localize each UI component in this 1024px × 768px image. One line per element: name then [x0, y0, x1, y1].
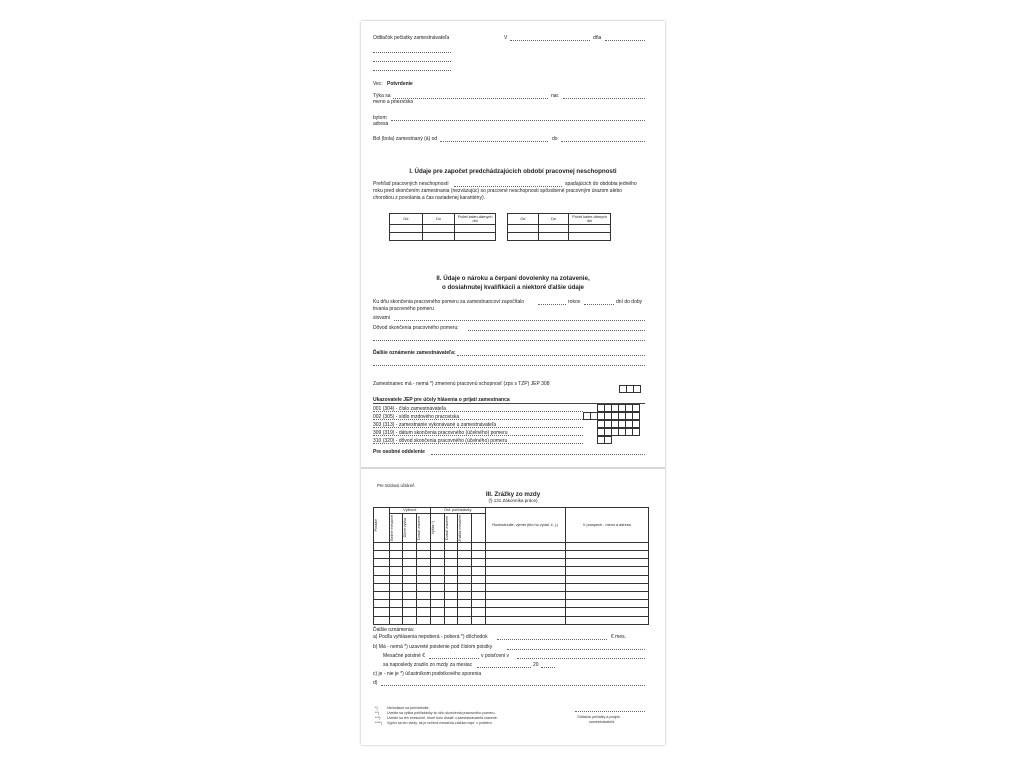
digit-box[interactable] [633, 429, 640, 436]
table-cell[interactable] [458, 600, 472, 608]
additional-notice-line-2[interactable] [373, 365, 645, 366]
table-cell[interactable] [458, 550, 472, 558]
signature-line[interactable] [575, 711, 645, 712]
table-cell[interactable] [458, 583, 472, 591]
jep-row-2: 002 (305) - sídlo mzdového pracoviska [373, 414, 460, 420]
table-cell[interactable] [417, 583, 431, 591]
jep-row-3: 303 (313) - zamestnanie vykonávané u zamestnávateľa [373, 422, 497, 428]
table-cell[interactable] [389, 550, 403, 558]
table-cell[interactable] [430, 591, 444, 599]
section-3-title: III. Zrážky zo mzdy [485, 491, 541, 498]
table-cell[interactable] [455, 225, 496, 233]
notice-b-insurer: v poisťovni v [481, 653, 509, 659]
footnote-1: Nehodiace sa prečiarknite. [387, 706, 430, 710]
table-cell[interactable] [485, 583, 565, 591]
table-cell[interactable] [389, 575, 403, 583]
table-cell[interactable] [389, 559, 403, 567]
table-cell[interactable] [422, 225, 455, 233]
col-order: Poradie [374, 508, 390, 543]
table-cell[interactable] [417, 575, 431, 583]
notice-b-year: 20 [533, 662, 539, 668]
name-field[interactable] [393, 98, 548, 99]
subject-value: Potvrdenie [387, 81, 413, 87]
digit-box[interactable] [633, 413, 640, 420]
digit-box[interactable] [619, 421, 626, 428]
digit-box[interactable] [612, 413, 619, 420]
col-monthly-deduction: Zrážka mesačne [458, 514, 472, 542]
years-field[interactable] [538, 304, 566, 305]
table-cell[interactable] [417, 608, 431, 616]
footnote-mark-1: *) [375, 706, 378, 710]
table-cell[interactable] [374, 583, 390, 591]
work-capacity-text: Zamestnanec má - nemá *) zmenenú pracovnú schopnosť (zps s TZP) JEP 308 [373, 381, 550, 387]
header-days: Počet kalen-dárnych dní [455, 214, 496, 225]
table-cell[interactable] [485, 567, 565, 575]
table-cell[interactable] [390, 233, 423, 241]
policy-number-field[interactable] [507, 649, 645, 650]
jep-digit-grid-4 [597, 428, 640, 436]
table-cell[interactable] [471, 542, 485, 550]
sick-overview-field[interactable] [454, 186, 562, 187]
days-field[interactable] [584, 304, 614, 305]
table-cell[interactable] [458, 542, 472, 550]
deductions-table [373, 507, 649, 625]
table-cell[interactable] [417, 616, 431, 624]
table-cell[interactable] [444, 616, 458, 624]
table-cell[interactable] [538, 233, 569, 241]
table-cell[interactable] [403, 542, 417, 550]
table-cell[interactable] [485, 600, 565, 608]
digit-box[interactable] [598, 405, 605, 412]
table-cell[interactable] [565, 600, 648, 608]
table-cell[interactable] [565, 583, 648, 591]
table-cell[interactable] [389, 583, 403, 591]
table-cell[interactable] [444, 583, 458, 591]
table-cell[interactable] [565, 550, 648, 558]
table-cell[interactable] [422, 233, 455, 241]
table-cell[interactable] [565, 591, 648, 599]
table-cell[interactable] [565, 608, 648, 616]
date-field[interactable] [605, 40, 645, 41]
concerns-label: Týka sa [373, 93, 391, 99]
digit-box[interactable] [605, 437, 612, 444]
digit-box[interactable] [619, 429, 626, 436]
table-cell[interactable] [565, 616, 648, 624]
jep-digit-grid-5 [597, 436, 612, 444]
additional-notice-label: Ďalšie oznámenie zamestnávateľa: [373, 350, 456, 356]
digit-box[interactable] [605, 421, 612, 428]
digit-box[interactable] [633, 421, 640, 428]
stamp-line-3 [373, 70, 451, 71]
table-cell[interactable] [374, 600, 390, 608]
notice-c: c) je - nie je *) účastníkom podnikového sporenia [373, 671, 482, 677]
digit-box[interactable] [634, 386, 641, 393]
table-cell[interactable] [417, 542, 431, 550]
digit-box[interactable] [598, 413, 605, 420]
year-field[interactable] [541, 667, 555, 668]
table-cell[interactable] [455, 233, 496, 241]
table-cell[interactable] [430, 575, 444, 583]
table-cell[interactable] [485, 608, 565, 616]
jep-digit-grid-2 [583, 412, 640, 420]
digit-box[interactable] [626, 405, 633, 412]
in-words-label: slovami [373, 315, 390, 321]
col-deducted-2: Dosiaľ zrazené [444, 514, 458, 542]
leave-line-1a: Ku dňu skončenia pracovného pomeru sa zamestnancovi započítalo [373, 299, 525, 305]
table-cell[interactable] [403, 559, 417, 567]
section-2-title-line-2: o dosiahnutej kvalifikácii a niektoré ďalšie údaje [442, 284, 584, 291]
table-cell[interactable] [471, 600, 485, 608]
address-field[interactable] [391, 120, 645, 121]
table-cell[interactable] [417, 550, 431, 558]
table-cell[interactable] [374, 608, 390, 616]
table-cell[interactable] [403, 608, 417, 616]
digit-box[interactable] [605, 429, 612, 436]
digit-box[interactable] [626, 421, 633, 428]
table-cell[interactable] [417, 567, 431, 575]
footnote-mark-4: ****) [375, 721, 382, 725]
table-cell[interactable] [444, 542, 458, 550]
last-month-field[interactable] [477, 667, 531, 668]
table-cell[interactable] [565, 567, 648, 575]
group-alimony: Výživné [389, 508, 430, 514]
table-cell[interactable] [471, 575, 485, 583]
digit-box[interactable] [619, 405, 626, 412]
footnote-3: Uvedie sa len exekučné, ktoré bolo dosiaľ u zamestnávateľa zrazené. [387, 716, 498, 720]
table-cell[interactable] [430, 583, 444, 591]
table-cell[interactable] [444, 575, 458, 583]
table-cell[interactable] [403, 600, 417, 608]
stamp-line-1 [373, 52, 451, 53]
table-cell[interactable] [458, 567, 472, 575]
table-cell[interactable] [403, 616, 417, 624]
table-cell[interactable] [374, 567, 390, 575]
digit-box[interactable] [584, 413, 591, 420]
table-cell[interactable] [417, 600, 431, 608]
termination-reason-field[interactable] [468, 330, 645, 331]
table-cell[interactable] [471, 616, 485, 624]
jep-row-5: 310 (320) - dôvod skončenia pracovného (účelného) pomeru [373, 438, 508, 444]
col-deducted: Dosiaľ zrazené [417, 514, 431, 542]
section-1-line-2: roku pred skončením zamestnania (nezväzujúc) so pracovné neschopnosti spôsobené pracovným úrazom alebo [373, 188, 623, 194]
insurer-field[interactable] [517, 658, 645, 659]
table-cell[interactable] [389, 542, 403, 550]
sick-period-table-right [507, 213, 611, 241]
leave-line-1c: dní do doby [616, 299, 643, 305]
table-cell[interactable] [569, 225, 611, 233]
residence-label: bytom [373, 115, 387, 121]
table-cell[interactable] [374, 542, 390, 550]
date-label: dňa [593, 35, 602, 41]
jep-digit-grid-3 [597, 420, 640, 428]
table-cell[interactable] [374, 591, 390, 599]
digit-box[interactable] [612, 429, 619, 436]
notice-b-premium: Mesačné poistné € [383, 653, 425, 659]
digit-box[interactable] [626, 413, 633, 420]
stamp-label: Odtlačok pečiatky zamestnávateľa [373, 35, 450, 41]
footnote-mark-3: ***) [375, 716, 381, 720]
section-3-subtitle: (§ 131 Zákonníka práce) [488, 498, 538, 503]
header-from: Od [508, 214, 539, 225]
digit-box[interactable] [605, 413, 612, 420]
table-cell[interactable] [417, 591, 431, 599]
table-cell[interactable] [458, 559, 472, 567]
table-cell[interactable] [485, 591, 565, 599]
digit-box[interactable] [612, 405, 619, 412]
payroll-label: Pre mzdovú účtáreň [377, 483, 415, 488]
table-cell[interactable] [403, 575, 417, 583]
jep-line [373, 443, 583, 444]
name-label: meno a priezvisko [373, 99, 414, 105]
notice-d-field[interactable] [381, 685, 645, 686]
table-cell[interactable] [508, 225, 539, 233]
termination-reason-line-2[interactable] [373, 340, 645, 341]
table-cell[interactable] [389, 591, 403, 599]
table-cell[interactable] [565, 542, 648, 550]
table-cell[interactable] [430, 542, 444, 550]
place-field[interactable] [510, 40, 590, 41]
table-cell[interactable] [458, 616, 472, 624]
jep-row-1: 001 (304) - číslo zamestnávateľa [373, 406, 446, 412]
table-cell[interactable] [569, 233, 611, 241]
jep-308-boxes [619, 385, 641, 393]
table-cell[interactable] [430, 559, 444, 567]
header-days: Počet kalen-dárnych dní [569, 214, 611, 225]
notice-b: b) Má - nemá *) uzavreté poistenie pod číslom poistky [373, 644, 493, 650]
footnote-4: Vyplní sa len vtedy, ak je určená mesačná zrážka mzpr. v poistení. [387, 721, 493, 725]
table-cell[interactable] [485, 550, 565, 558]
table-cell[interactable] [485, 559, 565, 567]
header-to: Do [538, 214, 569, 225]
table-cell[interactable] [471, 608, 485, 616]
jep-line [373, 435, 583, 436]
table-cell[interactable] [471, 567, 485, 575]
fold-line [361, 467, 665, 469]
table-cell[interactable] [508, 233, 539, 241]
table-cell[interactable] [430, 567, 444, 575]
additional-notice-field[interactable] [457, 355, 645, 356]
digit-box[interactable] [620, 386, 627, 393]
table-cell[interactable] [403, 567, 417, 575]
table-cell[interactable] [403, 583, 417, 591]
table-cell[interactable] [471, 583, 485, 591]
table-cell[interactable] [444, 591, 458, 599]
section-2-title-line-1: II. Údaje o nároku a čerpaní dovolenky na zotavenie, [436, 275, 590, 282]
section-1-line-3: chorobou z povolania a čas nariadenej karantény). [373, 195, 486, 201]
signature-label-1: Odtlačok pečiatky a podpis [577, 715, 620, 719]
table-cell[interactable] [374, 616, 390, 624]
notice-a: a) Podľa vyhlásenia nepoberá - poberá *) dôchodok [373, 634, 488, 640]
employed-to-label: do [552, 136, 558, 142]
employed-from-field[interactable] [440, 141, 548, 142]
digit-box[interactable] [627, 386, 634, 393]
col-owed: Dlžné výška [403, 514, 417, 542]
table-cell[interactable] [458, 575, 472, 583]
table-cell[interactable] [565, 575, 648, 583]
born-label: nar. [551, 93, 560, 99]
col-extra [471, 514, 485, 542]
header-to: Do [422, 214, 455, 225]
digit-box[interactable] [598, 429, 605, 436]
notice-d: d) [373, 680, 378, 686]
table-cell[interactable] [374, 575, 390, 583]
address-label: adresa [373, 121, 389, 127]
personnel-dept-field[interactable] [431, 454, 645, 455]
jep-line [373, 411, 583, 412]
born-field[interactable] [563, 98, 645, 99]
premium-field[interactable] [429, 658, 479, 659]
table-cell[interactable] [444, 608, 458, 616]
signature-label-2: zamestnávateľa [589, 720, 615, 724]
jep-digit-grid-1 [597, 404, 640, 412]
digit-box[interactable] [598, 437, 605, 444]
table-cell[interactable] [403, 550, 417, 558]
table-cell[interactable] [430, 550, 444, 558]
table-cell[interactable] [471, 591, 485, 599]
leave-line-2: trvania pracovného pomeru [373, 306, 434, 312]
table-cell[interactable] [389, 600, 403, 608]
table-cell[interactable] [471, 550, 485, 558]
leave-line-1b: rokov [568, 299, 581, 305]
table-cell[interactable] [389, 567, 403, 575]
table-cell[interactable] [374, 550, 390, 558]
table-cell[interactable] [389, 608, 403, 616]
notice-a-unit: € mes. [611, 634, 627, 640]
table-cell[interactable] [485, 542, 565, 550]
termination-reason-label: Dôvod skončenia pracovného pomeru: [373, 325, 459, 331]
section-1-title: I. Údaje pre započet predchádzajúcich období pracovnej neschopnosti [409, 168, 617, 175]
table-cell[interactable] [374, 559, 390, 567]
digit-box[interactable] [598, 421, 605, 428]
table-cell[interactable] [430, 616, 444, 624]
table-cell[interactable] [458, 591, 472, 599]
col-monthly: Bežné mesačné [389, 514, 403, 542]
table-cell[interactable] [471, 559, 485, 567]
group-other-claims: Ost. pohľadávky [430, 508, 485, 514]
col-in-favor: V prospech - meno a adresa [565, 508, 648, 543]
pension-field[interactable] [497, 639, 607, 640]
table-cell[interactable] [444, 600, 458, 608]
table-cell[interactable] [458, 608, 472, 616]
footnote-2: Uvedie sa výška pohľadávky ku dňu skončenia pracovného pomeru. [387, 711, 496, 715]
digit-box[interactable] [633, 405, 640, 412]
place-label: V [504, 35, 508, 41]
table-cell[interactable] [430, 608, 444, 616]
table-cell[interactable] [485, 575, 565, 583]
digit-box[interactable] [605, 405, 612, 412]
digit-box[interactable] [619, 413, 626, 420]
digit-box[interactable] [626, 429, 633, 436]
sick-period-table-left [389, 213, 496, 241]
digit-box[interactable] [612, 421, 619, 428]
table-cell[interactable] [565, 559, 648, 567]
col-amount: Výška *) [430, 514, 444, 542]
header-from: Od [390, 214, 423, 225]
table-cell[interactable] [389, 616, 403, 624]
table-cell[interactable] [417, 559, 431, 567]
footnote-mark-2: **) [375, 711, 379, 715]
col-decision: Rozhodnutie, výmer (kto ho vydal, č. j.) [485, 508, 565, 543]
other-notices-title: Ďalšie oznámenia: [373, 627, 415, 633]
personnel-dept-label: Pre osobné oddelenie [373, 449, 425, 455]
table-cell[interactable] [444, 567, 458, 575]
table-cell[interactable] [430, 600, 444, 608]
notice-b-last: sa naposledy zrazilo zo mzdy za mesiac [383, 662, 473, 668]
employed-to-field[interactable] [561, 141, 645, 142]
table-cell[interactable] [390, 225, 423, 233]
jep-line [373, 419, 583, 420]
digit-box[interactable] [591, 413, 598, 420]
stamp-line-2 [373, 61, 451, 62]
table-cell[interactable] [485, 616, 565, 624]
table-cell[interactable] [538, 225, 569, 233]
table-cell[interactable] [444, 550, 458, 558]
jep-line [373, 427, 583, 428]
form-sheet [361, 21, 665, 745]
in-words-field[interactable] [394, 320, 645, 321]
jep-row-4: 309 (319) - dátum skončenia pracovného (účelného) pomeru [373, 430, 508, 436]
table-cell[interactable] [403, 591, 417, 599]
subject-label: Vec: [373, 81, 383, 87]
jep-title: Ukazovatele JEP pre účely hlásenia o prijatí zamestnanca [373, 397, 510, 403]
section-1-line-1b: spadajúcich do obdobia jedného [565, 181, 637, 187]
section-1-line-1a: Prehľad pracovných neschopností [373, 181, 449, 187]
employed-from-label: Bol (bola) zamestnaný (á) od [373, 136, 438, 142]
table-cell[interactable] [444, 559, 458, 567]
